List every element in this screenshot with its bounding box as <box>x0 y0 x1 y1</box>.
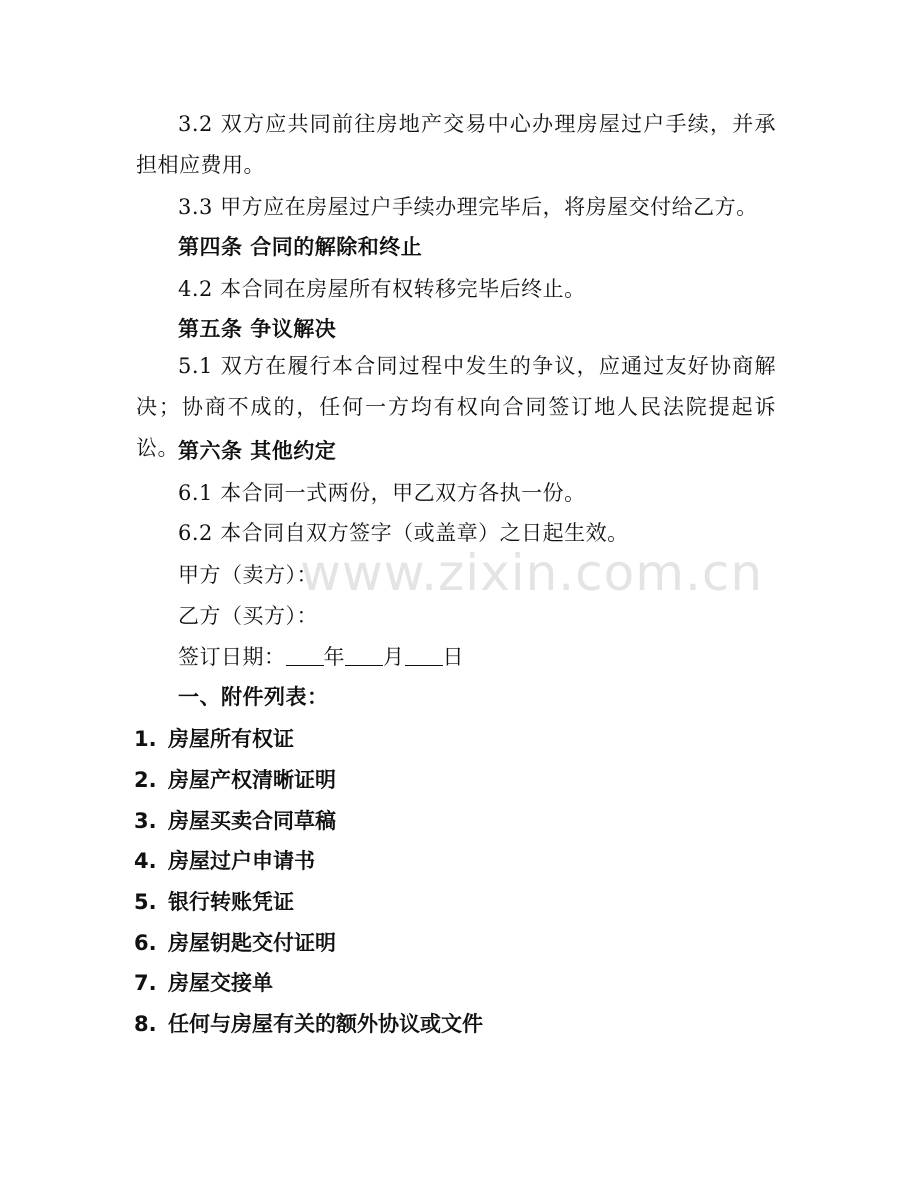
party-a-signature-field: 甲方（卖方）： <box>178 563 318 587</box>
list-item-number: 5. <box>134 890 157 914</box>
clause-3-3: 3.3 甲方应在房屋过户手续办理完毕后，将房屋交付给乙方。 <box>178 195 758 219</box>
month-label: 月 <box>383 645 405 669</box>
list-item-text: 银行转账凭证 <box>168 890 294 914</box>
list-item-number: 6. <box>134 931 157 955</box>
list-item-text: 任何与房屋有关的额外协议或文件 <box>168 1012 483 1036</box>
list-item-number: 7. <box>134 971 157 995</box>
clause-4-2: 4.2 本合同在房屋所有权转移完毕后终止。 <box>178 277 586 301</box>
day-label: 日 <box>442 645 464 669</box>
clause-6-2: 6.2 本合同自双方签字（或盖章）之日起生效。 <box>178 521 629 545</box>
party-b-signature-field: 乙方（买方）： <box>178 604 318 628</box>
day-blank <box>405 645 443 666</box>
sign-date-label: 签订日期： <box>178 645 286 669</box>
list-item-number: 4. <box>134 849 157 873</box>
clause-3-2 <box>136 104 776 186</box>
list-item-text: 房屋交接单 <box>168 971 273 995</box>
list-item <box>134 847 315 875</box>
list-item <box>134 888 294 916</box>
list-item <box>134 807 336 835</box>
list-item-number: 1. <box>134 727 157 751</box>
year-blank <box>286 645 324 666</box>
list-item-text: 房屋所有权证 <box>168 727 294 751</box>
sign-date-field <box>178 643 464 671</box>
list-item-text: 房屋买卖合同草稿 <box>168 809 336 833</box>
list-item-number: 8. <box>134 1012 157 1036</box>
list-item <box>134 929 336 957</box>
clause-3-2-text: 3.2 双方应共同前往房地产交易中心办理房屋过户手续，并承担相应费用。 <box>136 112 776 177</box>
heading-article-6: 第六条 其他约定 <box>178 439 337 463</box>
month-blank <box>345 645 383 666</box>
list-item-text: 房屋过户申请书 <box>168 849 315 873</box>
list-item-text: 房屋产权清晰证明 <box>168 768 336 792</box>
heading-article-5: 第五条 争议解决 <box>178 317 337 341</box>
list-item-text: 房屋钥匙交付证明 <box>168 931 336 955</box>
list-item <box>134 725 294 753</box>
clause-6-1: 6.1 本合同一式两份，甲乙双方各执一份。 <box>178 481 586 505</box>
watermark: www.zixin.com.cn <box>300 544 764 602</box>
clause-5-1-text: 5.1 双方在履行本合同过程中发生的争议，应通过友好协商解决；协商不成的，任何一方均有权向合同签订地人民法院提起诉讼。 <box>136 354 776 460</box>
list-item <box>134 969 273 997</box>
attachments-heading: 一、附件列表： <box>178 685 329 709</box>
list-item-number: 3. <box>134 809 157 833</box>
year-label: 年 <box>323 645 345 669</box>
heading-article-4: 第四条 合同的解除和终止 <box>178 235 423 259</box>
list-item <box>134 766 336 794</box>
list-item-number: 2. <box>134 768 157 792</box>
list-item <box>134 1010 483 1038</box>
